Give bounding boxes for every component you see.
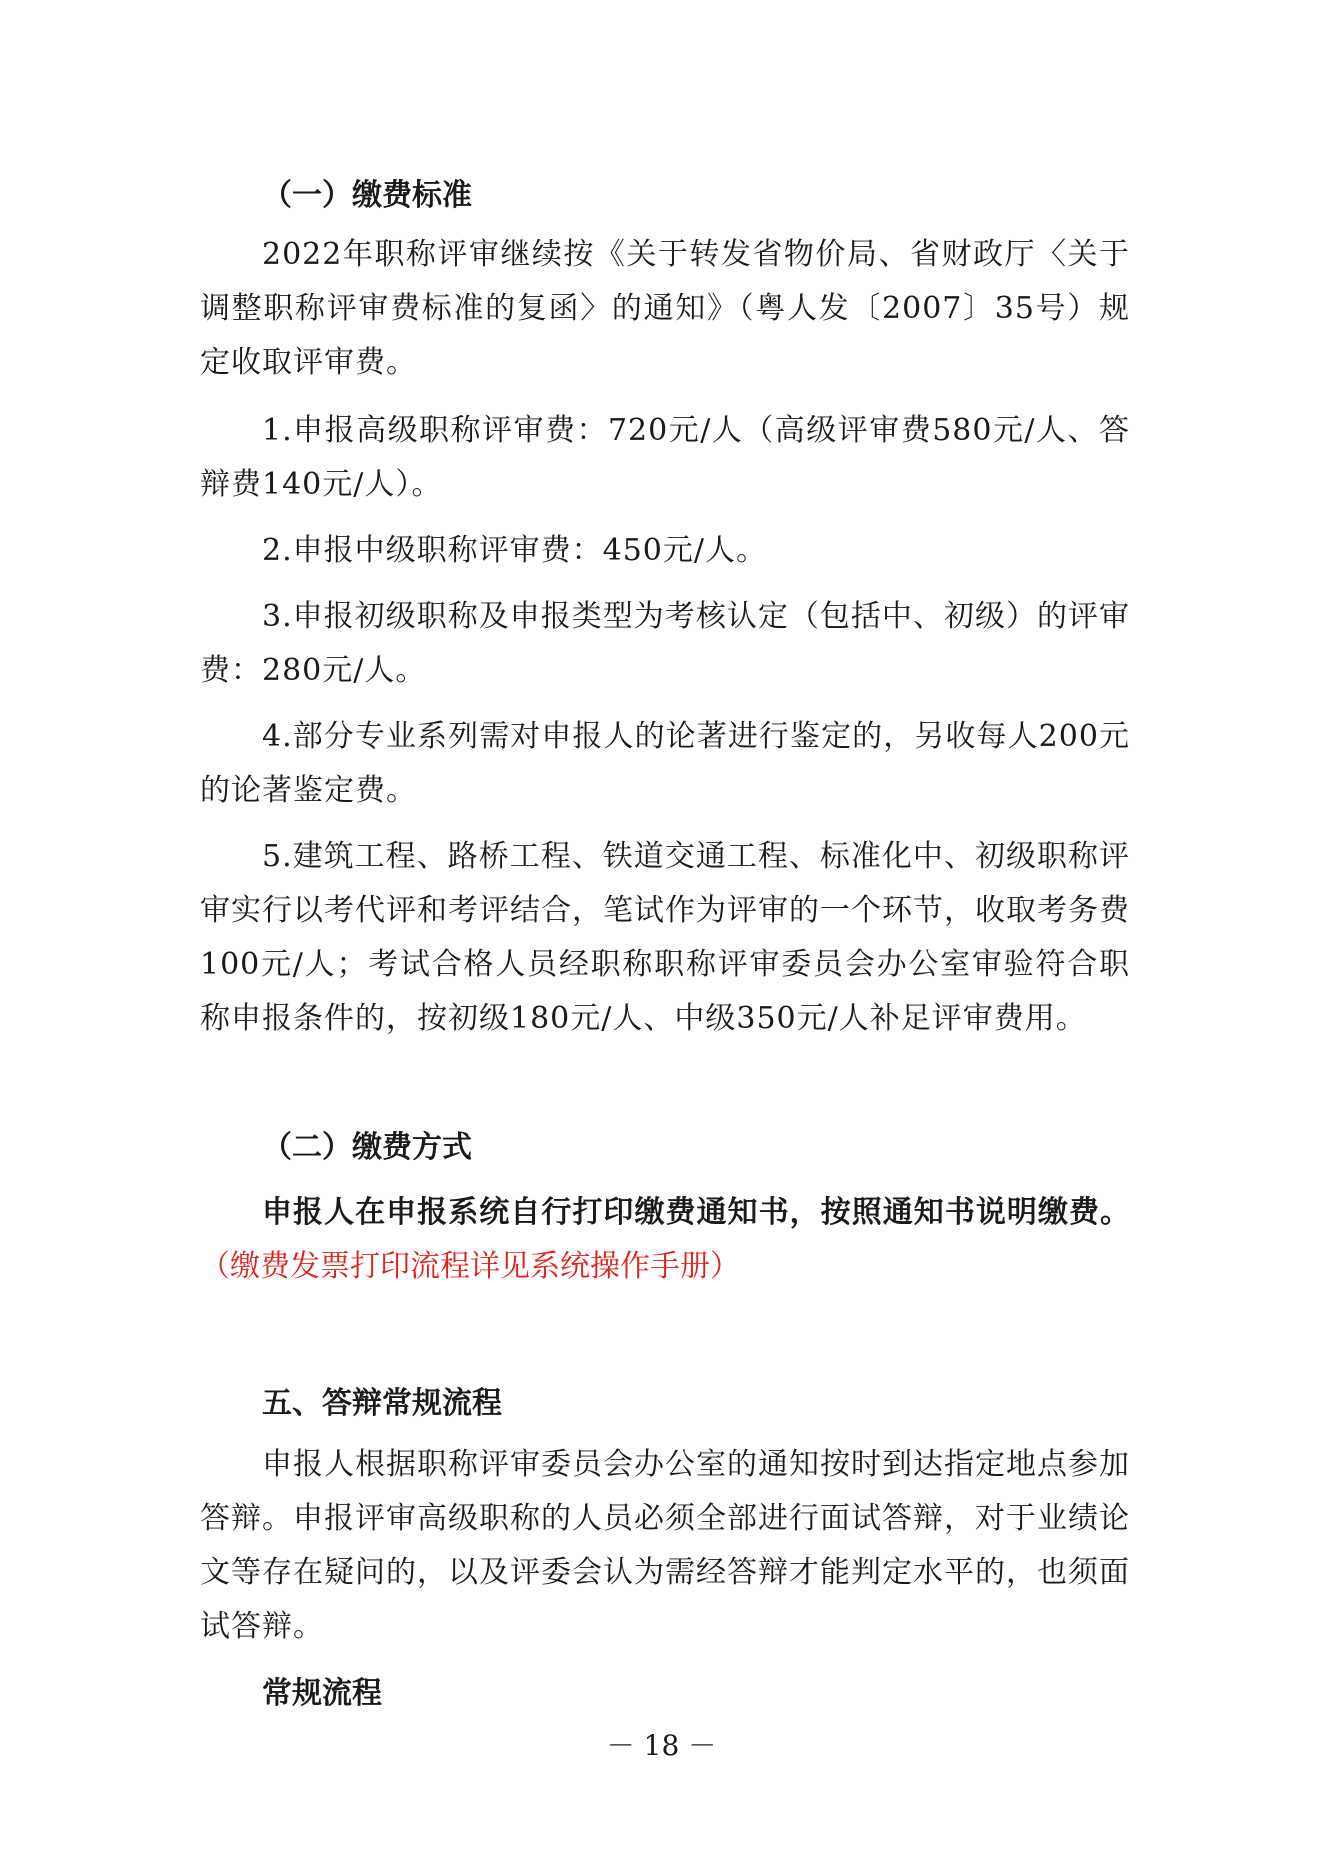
fee-item-intermediate: 2.申报中级职称评审费：450元/人。 — [262, 533, 767, 568]
heading-regular-process: 常规流程 — [262, 1676, 382, 1711]
heading-payment-method: （二）缴费方式 — [262, 1130, 472, 1165]
page-number: － 18 － — [606, 1729, 717, 1762]
fee-item-engineering: 5.建筑工程、路桥工程、铁道交通工程、标准化中、初级职称评审实行以考代评和考评结合，笔试作为评审的一个环节，收取考务费100元/人；考试合格人员经职称职称评审委员会办公室审验符合职称申报条件的，按初级180元/人、中级350元/人补足评审费用。 — [200, 839, 1130, 1036]
heading-fee-standard: （一）缴费标准 — [262, 178, 472, 213]
heading-defense-process: 五、答辩常规流程 — [262, 1386, 502, 1421]
fee-item-senior: 1.申报高级职称评审费：720元/人（高级评审费580元/人、答辩费140元/人）。 — [200, 413, 1130, 502]
payment-invoice-note: （缴费发票打印流程详见系统操作手册） — [200, 1249, 740, 1284]
paragraph-defense: 申报人根据职称评审委员会办公室的通知按时到达指定地点参加答辩。申报评审高级职称的人员必须全部进行面试答辩，对于业绩论文等存在疑问的，以及评委会认为需经答辩才能判定水平的，也须面试答辩。 — [200, 1447, 1130, 1644]
paragraph-payment-method — [200, 1186, 1130, 1294]
fee-item-appraisal: 4.部分专业系列需对申报人的论著进行鉴定的，另收每人200元的论著鉴定费。 — [200, 719, 1130, 808]
payment-method-text: 申报人在申报系统自行打印缴费通知书，按照通知书说明缴费。 — [262, 1195, 1130, 1230]
paragraph-fee-intro: 2022年职称评审继续按《关于转发省物价局、省财政厅〈关于调整职称评审费标准的复函〉的通知》（粤人发〔2007〕35号）规定收取评审费。 — [200, 237, 1130, 380]
fee-item-junior: 3.申报初级职称及申报类型为考核认定（包括中、初级）的评审费：280元/人。 — [200, 599, 1130, 688]
